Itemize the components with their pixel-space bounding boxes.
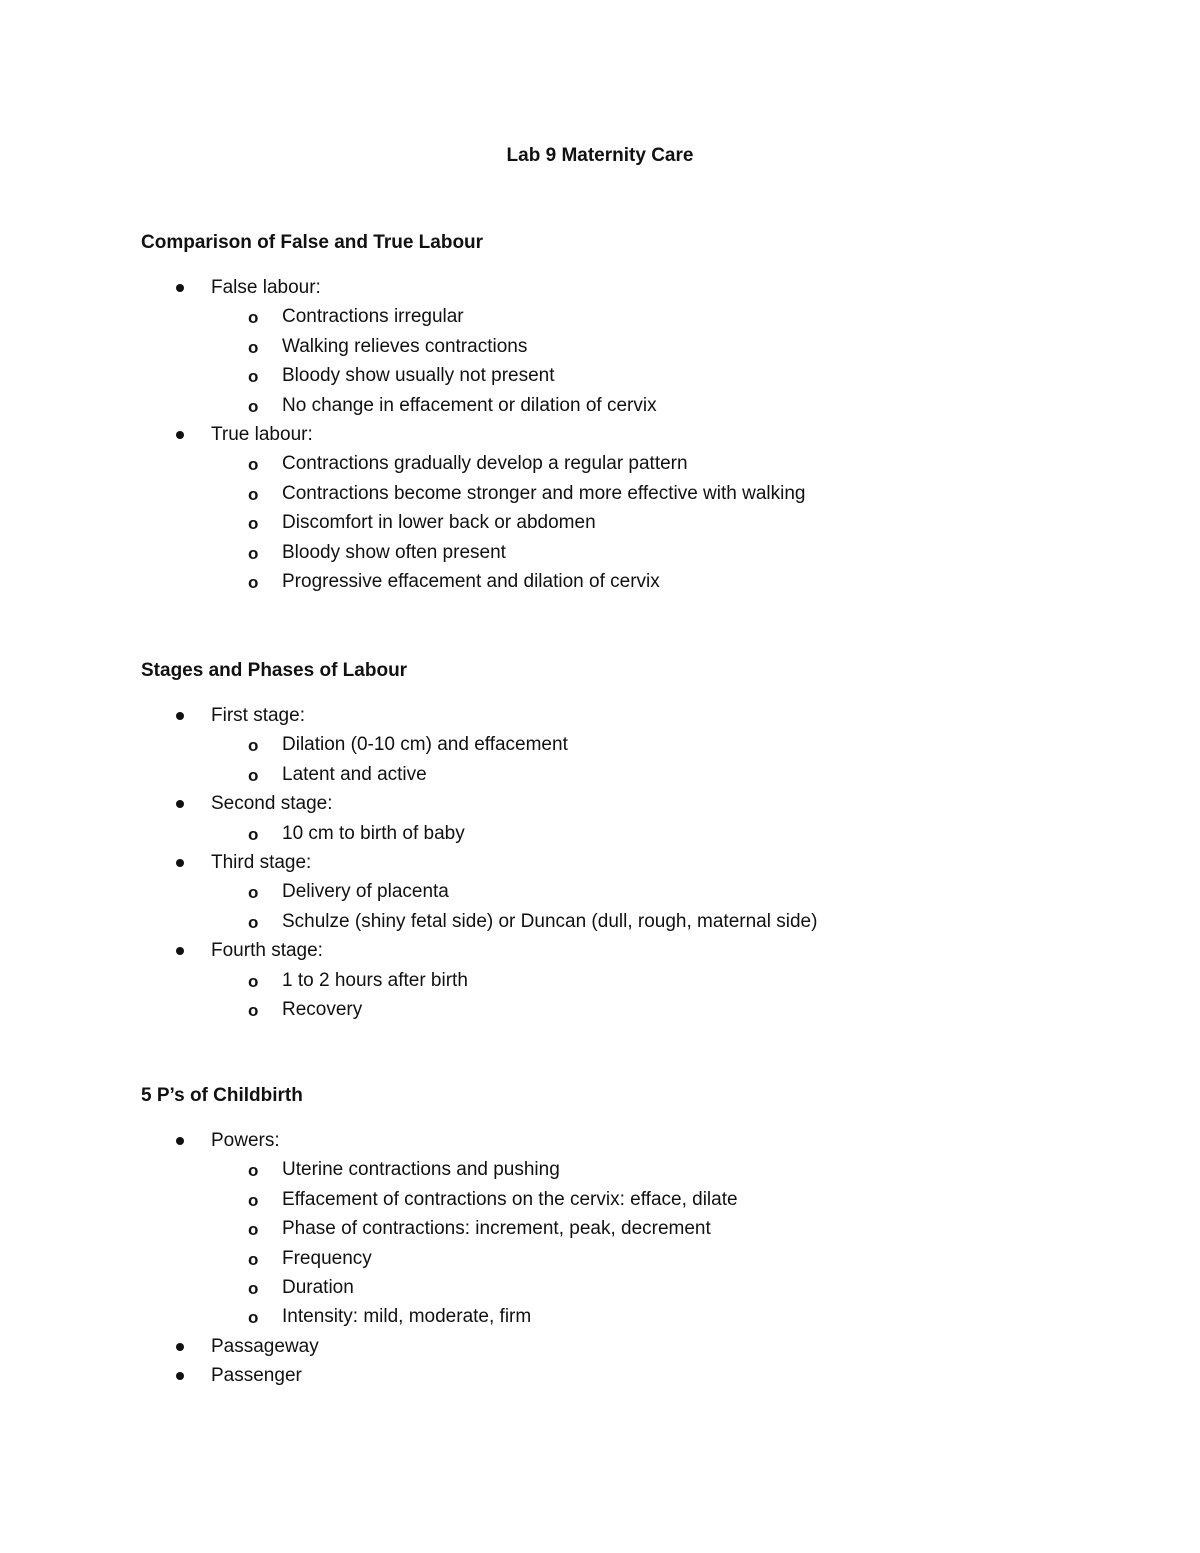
circle-bullet-icon: o bbox=[248, 1278, 259, 1298]
bullet-dot-icon bbox=[176, 859, 184, 867]
list-item-row bbox=[141, 936, 1121, 965]
list-item bbox=[141, 789, 1121, 848]
sub-list-item bbox=[141, 332, 1121, 361]
list-item-row bbox=[141, 420, 1121, 449]
list-item bbox=[141, 1361, 1121, 1390]
list-item-label: Third stage: bbox=[211, 851, 312, 873]
circle-bullet-icon: o bbox=[248, 883, 259, 903]
circle-bullet-icon: o bbox=[248, 367, 259, 387]
section-5ps-childbirth bbox=[141, 1083, 1121, 1391]
sub-list-item bbox=[141, 966, 1121, 995]
circle-bullet-icon: o bbox=[248, 337, 259, 357]
circle-bullet-icon: o bbox=[248, 1220, 259, 1240]
circle-bullet-icon: o bbox=[248, 1308, 259, 1328]
list-item-row bbox=[141, 789, 1121, 818]
sub-list-item bbox=[141, 1302, 1121, 1331]
sub-bullet-list bbox=[141, 966, 1121, 1025]
circle-bullet-icon: o bbox=[248, 765, 259, 785]
sub-list-item bbox=[141, 907, 1121, 936]
sub-list-item-text: Uterine contractions and pushing bbox=[282, 1159, 560, 1181]
sub-list-item-text: Schulze (shiny fetal side) or Duncan (dull, rough, maternal side) bbox=[282, 910, 818, 932]
sub-list-item-text: Duration bbox=[282, 1276, 354, 1298]
sub-list-item-text: 1 to 2 hours after birth bbox=[282, 969, 468, 991]
list-item-row bbox=[141, 701, 1121, 730]
sub-list-item bbox=[141, 1214, 1121, 1243]
sub-list-item-text: Contractions irregular bbox=[282, 306, 464, 328]
sub-list-item-text: Contractions become stronger and more effective with walking bbox=[282, 482, 806, 504]
section-comparison-false-true-labour bbox=[141, 230, 1121, 596]
sub-list-item-text: Contractions gradually develop a regular pattern bbox=[282, 453, 688, 475]
list-item bbox=[141, 848, 1121, 936]
list-item bbox=[141, 936, 1121, 1024]
sub-list-item-text: Recovery bbox=[282, 998, 363, 1020]
list-item-row bbox=[141, 273, 1121, 302]
list-item bbox=[141, 701, 1121, 789]
sub-list-item-text: Latent and active bbox=[282, 763, 427, 785]
list-item bbox=[141, 273, 1121, 420]
section-heading: 5 P’s of Childbirth bbox=[141, 1085, 303, 1106]
sub-list-item-text: Bloody show often present bbox=[282, 541, 506, 563]
page-title: Lab 9 Maternity Care bbox=[506, 145, 694, 166]
list-item-label: False labour: bbox=[211, 277, 321, 298]
list-item-row bbox=[141, 1126, 1121, 1155]
sub-list-item bbox=[141, 391, 1121, 420]
sub-list-item bbox=[141, 819, 1121, 848]
sub-list-item bbox=[141, 1244, 1121, 1273]
list-item-label: Passageway bbox=[211, 1335, 319, 1357]
section-stages-phases-labour bbox=[141, 658, 1121, 1024]
sub-bullet-list bbox=[141, 449, 1121, 596]
sub-bullet-list bbox=[141, 877, 1121, 936]
heading-spacer bbox=[141, 684, 1121, 701]
sub-list-item bbox=[141, 508, 1121, 537]
sub-list-item bbox=[141, 1155, 1121, 1184]
bullet-dot-icon bbox=[176, 1343, 184, 1351]
bullet-dot-icon bbox=[176, 712, 184, 720]
heading-spacer bbox=[141, 1109, 1121, 1126]
sub-list-item-text: Walking relieves contractions bbox=[282, 335, 528, 357]
bullet-dot-icon bbox=[176, 1372, 184, 1380]
sub-list-item-text: 10 cm to birth of baby bbox=[282, 822, 465, 844]
list-item bbox=[141, 420, 1121, 596]
sub-list-item bbox=[141, 302, 1121, 331]
sub-list-item-text: Frequency bbox=[282, 1247, 372, 1269]
circle-bullet-icon: o bbox=[248, 572, 259, 592]
list-item-row bbox=[141, 848, 1121, 877]
sub-list-item bbox=[141, 479, 1121, 508]
circle-bullet-icon: o bbox=[248, 1249, 259, 1269]
circle-bullet-icon: o bbox=[248, 912, 259, 932]
list-item bbox=[141, 1332, 1121, 1361]
sub-list-item-text: Progressive effacement and dilation of cervix bbox=[282, 570, 660, 592]
bullet-dot-icon bbox=[176, 1137, 184, 1145]
list-item-label: True labour: bbox=[211, 423, 313, 445]
heading-spacer bbox=[141, 256, 1121, 273]
sub-list-item-text: Delivery of placenta bbox=[282, 881, 449, 903]
circle-bullet-icon: o bbox=[248, 1161, 259, 1181]
sub-list-item bbox=[141, 1273, 1121, 1302]
bullet-dot-icon bbox=[176, 800, 184, 808]
list-item-label: Passenger bbox=[211, 1365, 302, 1387]
bullet-dot-icon bbox=[176, 431, 184, 439]
circle-bullet-icon: o bbox=[248, 514, 259, 534]
section-heading: Stages and Phases of Labour bbox=[141, 660, 408, 681]
sub-bullet-list bbox=[141, 302, 1121, 420]
list-item bbox=[141, 1126, 1121, 1332]
sub-bullet-list bbox=[141, 730, 1121, 789]
list-item-label: Powers: bbox=[211, 1130, 280, 1151]
circle-bullet-icon: o bbox=[248, 543, 259, 563]
circle-bullet-icon: o bbox=[248, 736, 259, 756]
sub-bullet-list bbox=[141, 819, 1121, 848]
sub-list-item bbox=[141, 760, 1121, 789]
circle-bullet-icon: o bbox=[248, 396, 259, 416]
bullet-list bbox=[141, 701, 1121, 1024]
list-item-row bbox=[141, 1332, 1121, 1361]
circle-bullet-icon: o bbox=[248, 971, 259, 991]
sub-list-item bbox=[141, 538, 1121, 567]
bullet-dot-icon bbox=[176, 947, 184, 955]
section-heading: Comparison of False and True Labour bbox=[141, 232, 484, 253]
sub-list-item bbox=[141, 361, 1121, 390]
circle-bullet-icon: o bbox=[248, 824, 259, 844]
sub-list-item bbox=[141, 730, 1121, 759]
circle-bullet-icon: o bbox=[248, 1000, 259, 1020]
sub-list-item-text: Intensity: mild, moderate, firm bbox=[282, 1306, 532, 1328]
list-item-label: First stage: bbox=[211, 705, 305, 726]
sub-list-item-text: Effacement of contractions on the cervix: efface, dilate bbox=[282, 1188, 738, 1210]
circle-bullet-icon: o bbox=[248, 484, 259, 504]
sub-list-item-text: Dilation (0-10 cm) and effacement bbox=[282, 734, 568, 756]
sub-list-item bbox=[141, 1185, 1121, 1214]
bullet-list bbox=[141, 1126, 1121, 1391]
list-item-label: Second stage: bbox=[211, 793, 333, 815]
circle-bullet-icon: o bbox=[248, 455, 259, 475]
sub-list-item bbox=[141, 995, 1121, 1024]
list-item-label: Fourth stage: bbox=[211, 940, 323, 962]
bullet-dot-icon bbox=[176, 284, 184, 292]
sub-bullet-list bbox=[141, 1155, 1121, 1331]
sub-list-item-text: Discomfort in lower back or abdomen bbox=[282, 512, 596, 534]
bullet-list bbox=[141, 273, 1121, 596]
circle-bullet-icon: o bbox=[248, 1190, 259, 1210]
sub-list-item-text: No change in effacement or dilation of cervix bbox=[282, 394, 657, 416]
list-item-row bbox=[141, 1361, 1121, 1390]
sub-list-item bbox=[141, 449, 1121, 478]
sub-list-item bbox=[141, 567, 1121, 596]
circle-bullet-icon: o bbox=[248, 308, 259, 328]
sub-list-item-text: Bloody show usually not present bbox=[282, 365, 555, 387]
sub-list-item bbox=[141, 877, 1121, 906]
sub-list-item-text: Phase of contractions: increment, peak, decrement bbox=[282, 1218, 711, 1240]
